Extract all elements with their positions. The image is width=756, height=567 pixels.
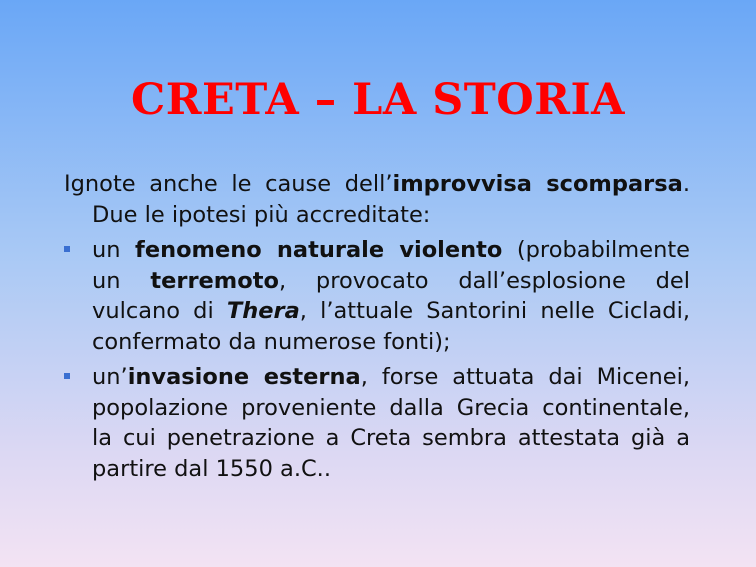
- bullet-1-text-2: (probabilmente un: [92, 237, 690, 294]
- square-bullet-icon: [64, 373, 70, 379]
- intro-text-2: . Due le ipotesi più accreditate:: [92, 171, 690, 228]
- bullet-2-text-1: un’: [92, 364, 128, 390]
- intro-text-1: Ignote anche le cause dell’: [64, 171, 393, 197]
- bullet-1-bold-1: fenomeno naturale violento: [135, 237, 503, 263]
- bullet-1-text-3: , provocato dall’esplosione del vulcano di: [92, 267, 690, 324]
- square-bullet-icon: [64, 246, 70, 252]
- bullet-1-text-4: , l’attuale Santorini nelle Cicladi, confermato da numerose fonti);: [92, 298, 690, 355]
- bullet-1-bold-2: terremoto: [150, 267, 279, 294]
- bullet-item-external-invasion: [64, 362, 690, 484]
- slide-title: CRETA – LA STORIA: [131, 75, 625, 125]
- bullet-2-text-2: , forse attuata dai Micenei, popolazione proveniente dalla Grecia continentale, la cui penetrazione a Creta sembra attestata già a partire dal 1550 a.C..: [92, 364, 690, 482]
- bullet-1-text-1: un: [92, 237, 136, 263]
- intro-paragraph: [64, 169, 690, 230]
- bullet-1-bolditalic: Thera: [226, 298, 300, 324]
- intro-bold-text: improvvisa scomparsa: [392, 171, 683, 197]
- bullet-2-bold-1: invasione esterna: [127, 364, 361, 390]
- bullet-item-natural-phenomenon: [64, 235, 690, 357]
- slide-body: [64, 169, 690, 489]
